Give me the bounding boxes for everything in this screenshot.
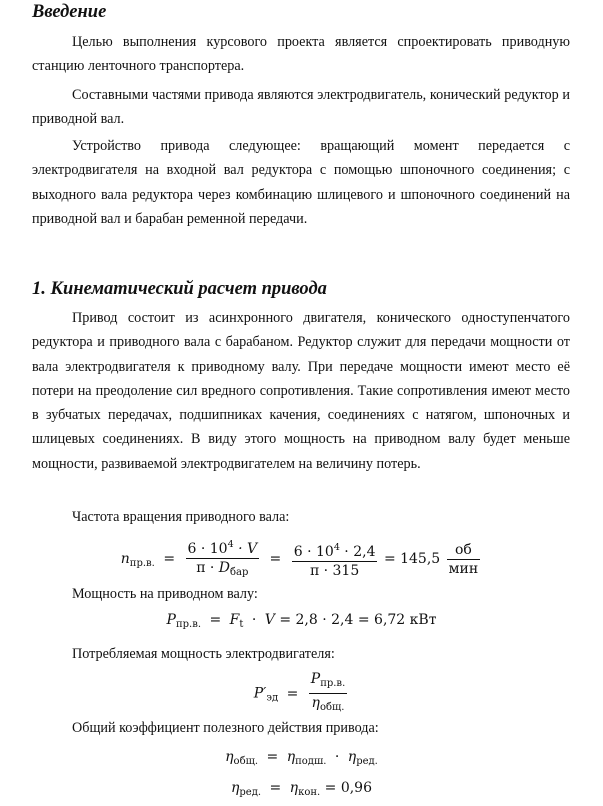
speed-result: = 145,5 <box>383 551 441 567</box>
eff-total-symbol: η <box>225 749 234 765</box>
shaft-speed-formula: $n_{пр.в.}$ = $\frac{6 \cdot 10^4 \cdot V}{\pi \cdot D_{бар}}$ = $\frac{6 \cdot 10^4 \cdot 2,4}{\pi \cdot 315}$ = 145,5 $\frac{об}{\text{мин}}$ <box>0 536 603 582</box>
speed-den-var: D <box>218 560 230 576</box>
power-symbol: P <box>166 612 176 628</box>
eff-reducer-sub: ред. <box>356 756 378 767</box>
speed-num-exp: 4 <box>227 539 234 550</box>
motor-power-formula: $P'_{эд}$ = $\frac{P_{пр.в.}}{\eta_{общ.}}$ <box>0 670 603 717</box>
eff-red-sub: ред. <box>239 787 262 798</box>
speed-num2-exp: 4 <box>333 541 340 553</box>
motor-num-sub: пр.в. <box>320 678 346 689</box>
intro-paragraph-3: Устройство привода следующее: вращающий момент передается с электродвигателя на входной вал редуктора с помощью шпоночного соединения; с выходного вала редуктора через комбинацию шлицевого и шпоночного соединений на приводной вал и барабан ременной передачи. <box>32 138 570 227</box>
power-result: = 2,8 · 2,4 = 6,72 кВт <box>279 612 437 628</box>
reducer-efficiency-formula: $\eta_{ред.} = \eta_{кон.} = 0,96$ <box>230 780 372 798</box>
eff-conic-sub: кон. <box>298 787 321 798</box>
section-paragraph: Привод состоит из асинхронного двигателя, конического одноступенчатого редуктора и приводного вала с барабаном. Редуктор служит для передачи мощности от вала электродвигателя к приводному валу. При передаче мощности имеют место её потери на преодоление сил вредного сопротивления. Такие сопротивления имеют место в зубчатых передачах, подшипниках качения, соединениях с натягом, шпоночных и шлицевых соединениях. В виду этого мощность на приводном валу будет меньше мощности, развиваемой электродвигателем на величину потерь. <box>32 310 570 472</box>
speed-num2-rest: · 2,4 <box>339 543 376 560</box>
efficiency-label: Общий коэффициент полезного действия привода: <box>72 720 379 736</box>
eff-reducer-symbol: η <box>347 749 357 765</box>
motor-power-subscript: эд <box>266 692 279 704</box>
motor-power-symbol: P′ <box>253 685 267 702</box>
speed-num2-const: 6 · 10 <box>293 543 334 560</box>
intro-heading: Введение <box>32 2 107 22</box>
shaft-speed-label: Частота вращения приводного вала: <box>72 509 290 525</box>
speed-fraction-symbolic <box>186 536 260 582</box>
speed-num-var: · V <box>233 541 258 557</box>
intro-paragraph-2: Составными частями привода являются электродвигатель, конический редуктор и приводной вал. <box>32 87 570 128</box>
speed-fraction-numeric <box>292 539 378 580</box>
speed-symbol: n <box>120 551 130 567</box>
eff-red-symbol: η <box>230 780 240 796</box>
eff-total-sub: общ. <box>233 756 259 767</box>
speed-unit-num: об <box>447 541 481 560</box>
speed-subscript: пр.в. <box>129 558 155 569</box>
speed-den-sub: бар <box>230 567 249 578</box>
speed-den2: π · 315 <box>309 562 360 579</box>
force-symbol: F <box>229 612 240 628</box>
eff-bearing-sub: подш. <box>295 756 327 767</box>
speed-num-const: 6 · 10 <box>187 541 228 557</box>
motor-power-label: Потребляемая мощность электродвигателя: <box>72 646 335 662</box>
motor-den-symbol: η <box>311 695 320 711</box>
speed-den-pi: π · <box>196 560 219 576</box>
eff-conic-symbol: η <box>289 780 299 796</box>
speed-unit-den: мин <box>448 560 479 577</box>
shaft-power-formula: $P_{пр.в.} = F_t \cdot V = 2,8 \cdot 2,4 = 6,72$ кВт <box>166 612 437 630</box>
total-efficiency-formula: $\eta_{общ.} = \eta_{подш.} \cdot \eta_{ред.}$ <box>225 749 378 767</box>
motor-power-fraction <box>309 670 347 717</box>
force-subscript: t <box>239 619 244 630</box>
motor-den-sub: общ. <box>319 702 345 713</box>
eff-red-result: = 0,96 <box>324 780 372 796</box>
velocity-symbol: V <box>264 612 275 628</box>
section-heading: 1. Кинематический расчет привода <box>32 279 327 299</box>
eff-bearing-symbol: η <box>286 749 296 765</box>
speed-unit <box>447 541 481 578</box>
motor-num-symbol: P <box>310 671 321 687</box>
power-subscript: пр.в. <box>175 619 202 630</box>
shaft-power-label: Мощность на приводном валу: <box>72 586 258 602</box>
intro-paragraph-1: Целью выполнения курсового проекта является спроектировать приводную станцию ленточного транспортера. <box>32 34 570 75</box>
